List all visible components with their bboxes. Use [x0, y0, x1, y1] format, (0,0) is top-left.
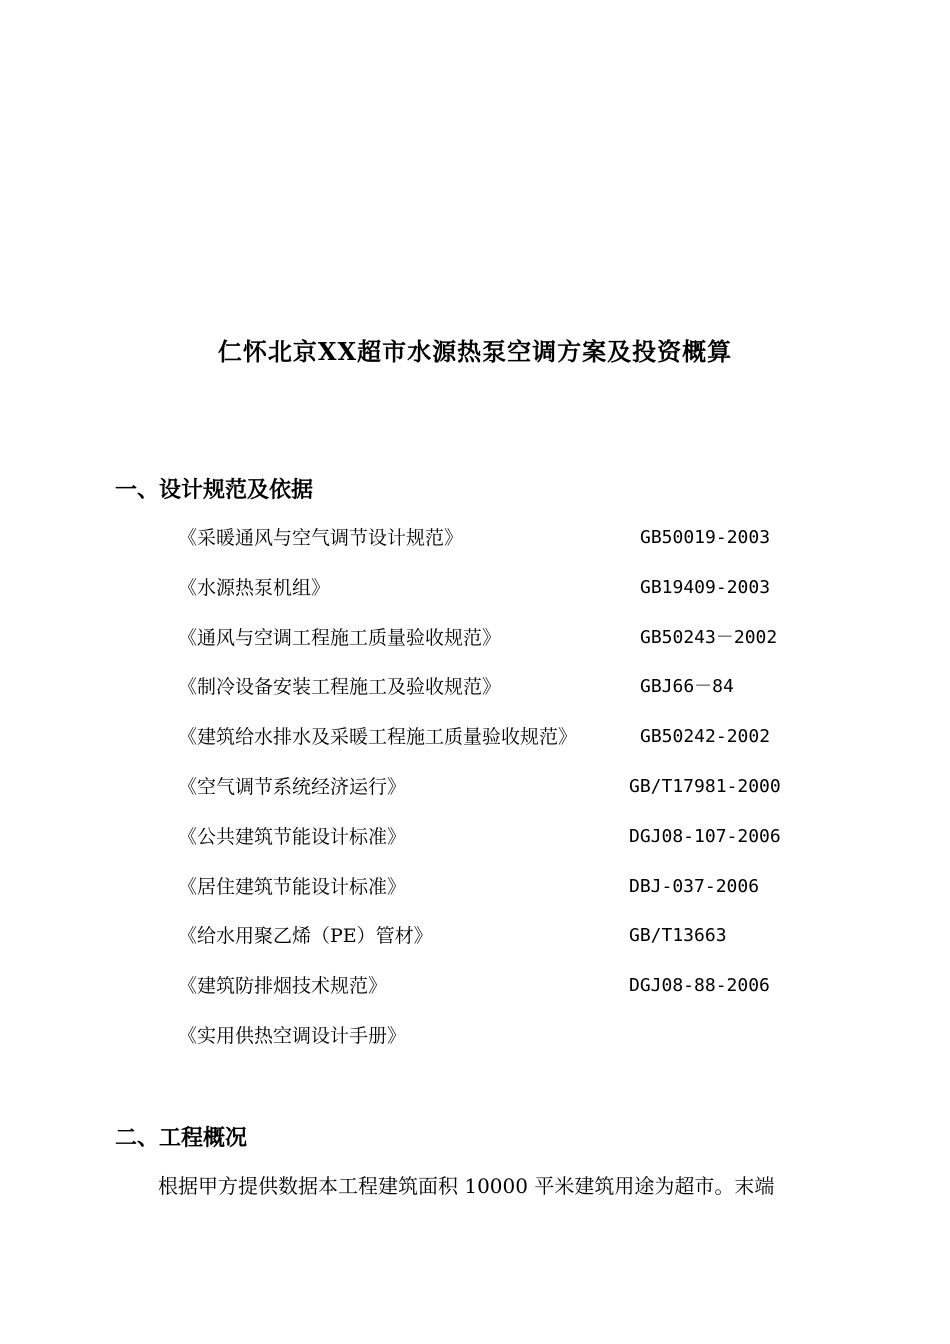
reference-item [178, 624, 838, 674]
reference-name: 《建筑防排烟技术规范》 [178, 975, 388, 998]
reference-name: 《公共建筑节能设计标准》 [178, 825, 407, 848]
reference-item [178, 723, 838, 773]
reference-item [178, 873, 838, 923]
reference-code: GB50243－2002 [640, 626, 778, 648]
reference-name: 《水源热泵机组》 [178, 576, 331, 599]
project-overview-paragraph: 根据甲方提供数据本工程建筑面积 10000 平米建筑用途为超市。末端 [158, 1174, 775, 1198]
reference-code: GBJ66－84 [640, 676, 734, 698]
reference-code: DBJ-037-2006 [629, 875, 760, 897]
reference-item [178, 823, 838, 873]
reference-code: GB19409-2003 [640, 576, 771, 598]
reference-code: GB/T13663 [629, 925, 727, 947]
reference-item [178, 773, 838, 823]
reference-name: 《通风与空调工程施工质量验收规范》 [178, 626, 502, 649]
reference-name: 《空气调节系统经济运行》 [178, 775, 407, 798]
reference-code: DGJ08-88-2006 [629, 975, 770, 997]
reference-list [178, 524, 838, 1072]
reference-item [178, 1022, 838, 1072]
reference-name: 《建筑给水排水及采暖工程施工质量验收规范》 [178, 726, 578, 749]
reference-name: 《采暖通风与空气调节设计规范》 [178, 527, 464, 549]
reference-item [178, 972, 838, 1022]
reference-item [178, 574, 838, 624]
reference-code: GB/T17981-2000 [629, 775, 781, 797]
section-heading-project-overview: 二、工程概况 [115, 1125, 248, 1151]
reference-item [178, 922, 838, 972]
section-heading-design-standards: 一、设计规范及依据 [115, 477, 314, 503]
reference-code: GB50242-2002 [640, 726, 771, 748]
reference-name: 《居住建筑节能设计标准》 [178, 875, 407, 898]
document-title: 仁怀北京XX超市水源热泵空调方案及投资概算 [217, 337, 733, 366]
reference-code: DGJ08-107-2006 [629, 825, 781, 847]
reference-item [178, 673, 838, 723]
reference-item [178, 524, 838, 574]
reference-name: 《制冷设备安装工程施工及验收规范》 [178, 676, 502, 699]
reference-code: GB50019-2003 [640, 527, 771, 548]
reference-name: 《实用供热空调设计手册》 [178, 1024, 407, 1047]
reference-name: 《给水用聚乙烯（PE）管材》 [178, 925, 433, 948]
